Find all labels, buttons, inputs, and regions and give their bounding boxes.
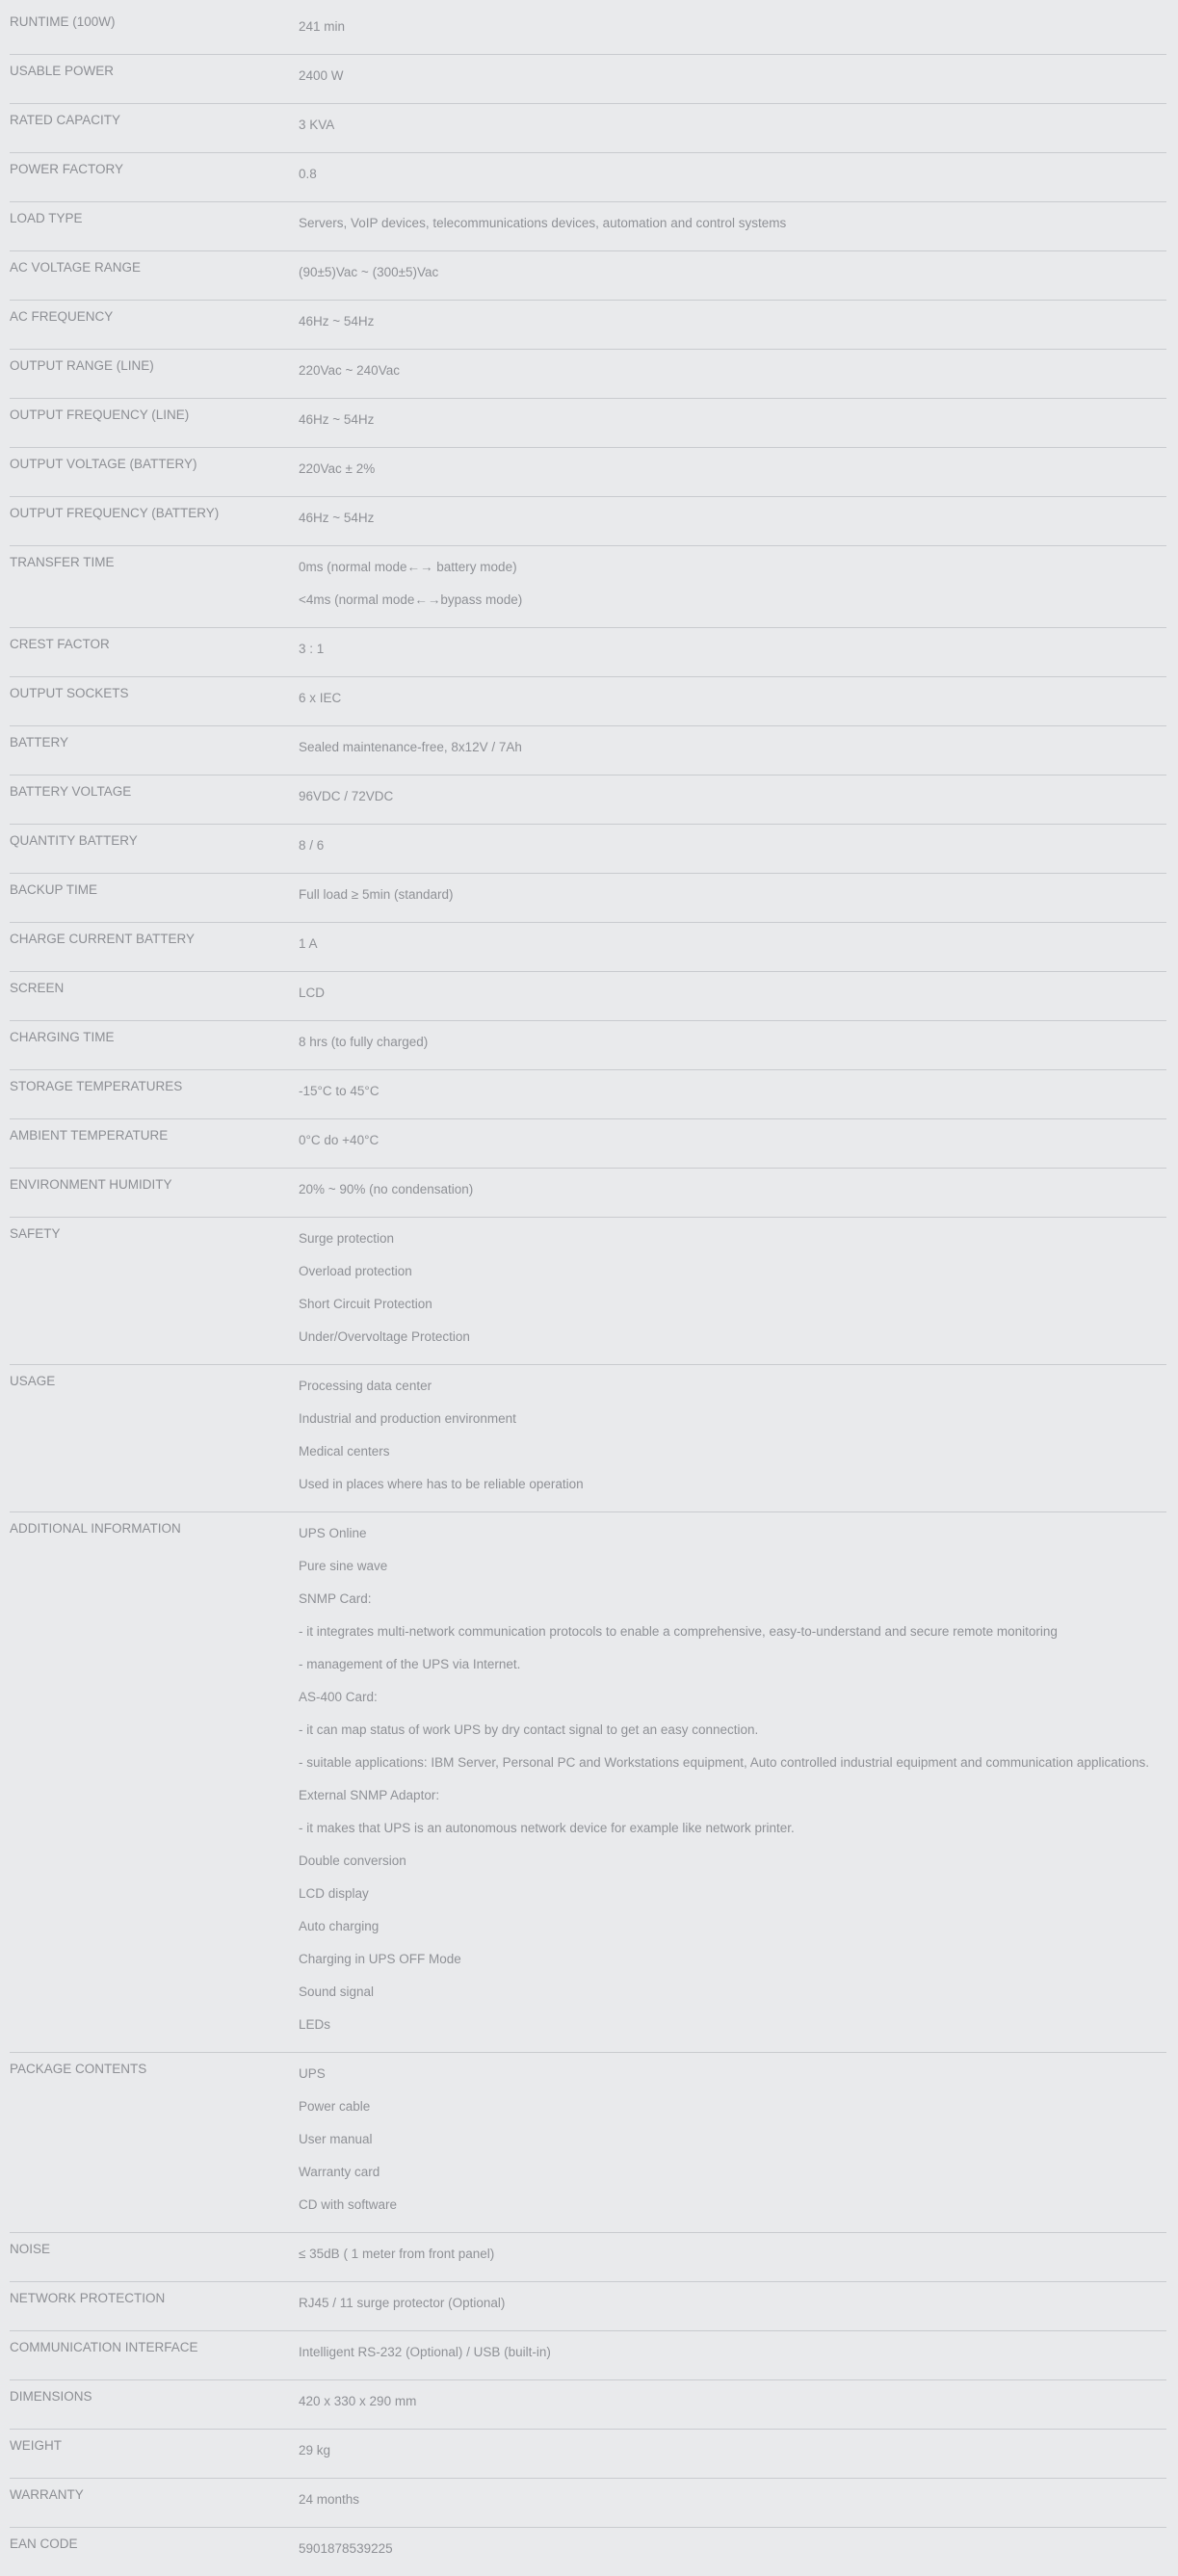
spec-label: RATED CAPACITY bbox=[10, 113, 121, 127]
spec-value: Sound signal bbox=[299, 1985, 375, 1999]
spec-row bbox=[10, 202, 1166, 251]
spec-values bbox=[299, 1021, 1166, 1069]
spec-label: USAGE bbox=[10, 1374, 56, 1388]
spec-values bbox=[299, 251, 1166, 300]
spec-label: AMBIENT TEMPERATURE bbox=[10, 1128, 169, 1143]
spec-row bbox=[10, 2380, 1166, 2430]
spec-row bbox=[10, 2053, 1166, 2233]
spec-value: 8 hrs (to fully charged) bbox=[299, 1035, 429, 1049]
spec-label: USABLE POWER bbox=[10, 64, 115, 78]
spec-values bbox=[299, 6, 1166, 54]
spec-value: 0°C do +40°C bbox=[299, 1133, 380, 1147]
spec-value: AS-400 Card: bbox=[299, 1690, 378, 1704]
spec-label: WEIGHT bbox=[10, 2438, 62, 2453]
spec-value: 8 / 6 bbox=[299, 838, 325, 853]
spec-value: - it integrates multi-network communication protocols to enable a comprehensive, easy-to-understand and secure remote monitoring bbox=[299, 1624, 1058, 1639]
spec-value: Medical centers bbox=[299, 1444, 390, 1459]
spec-value: Surge protection bbox=[299, 1231, 395, 1246]
spec-value: SNMP Card: bbox=[299, 1591, 372, 1606]
spec-value: Double conversion bbox=[299, 1853, 406, 1868]
spec-row bbox=[10, 2528, 1166, 2576]
spec-row bbox=[10, 1365, 1166, 1512]
spec-value: Sealed maintenance-free, 8x12V / 7Ah bbox=[299, 740, 522, 754]
spec-value: 3 KVA bbox=[299, 118, 335, 132]
spec-value: 220Vac ~ 240Vac bbox=[299, 363, 400, 378]
spec-label: CREST FACTOR bbox=[10, 637, 110, 651]
spec-label: RUNTIME (100W) bbox=[10, 14, 116, 29]
spec-values bbox=[299, 153, 1166, 201]
spec-value: Auto charging bbox=[299, 1919, 380, 1933]
spec-value: 0.8 bbox=[299, 167, 317, 181]
spec-value: Short Circuit Protection bbox=[299, 1297, 432, 1311]
spec-value: - management of the UPS via Internet. bbox=[299, 1657, 521, 1671]
spec-value: CD with software bbox=[299, 2197, 398, 2212]
spec-row bbox=[10, 153, 1166, 202]
spec-label: ENVIRONMENT HUMIDITY bbox=[10, 1177, 172, 1192]
spec-row bbox=[10, 2331, 1166, 2380]
spec-values bbox=[299, 2053, 1166, 2232]
spec-row bbox=[10, 497, 1166, 546]
spec-values bbox=[299, 2479, 1166, 2527]
spec-table bbox=[10, 6, 1166, 2576]
spec-label: BATTERY VOLTAGE bbox=[10, 784, 132, 799]
spec-values bbox=[299, 2380, 1166, 2429]
spec-values bbox=[299, 202, 1166, 250]
spec-row bbox=[10, 350, 1166, 399]
spec-label: NETWORK PROTECTION bbox=[10, 2291, 166, 2305]
spec-value: 0ms (normal mode←→ battery mode) bbox=[299, 560, 517, 574]
spec-value: 96VDC / 72VDC bbox=[299, 789, 394, 803]
spec-value: LCD display bbox=[299, 1886, 369, 1901]
spec-values bbox=[299, 448, 1166, 496]
spec-value: 5901878539225 bbox=[299, 2541, 393, 2556]
spec-label: SCREEN bbox=[10, 981, 65, 995]
spec-row bbox=[10, 448, 1166, 497]
spec-value: ≤ 35dB ( 1 meter from front panel) bbox=[299, 2247, 495, 2261]
spec-value: UPS bbox=[299, 2066, 326, 2081]
spec-value: -15°C to 45°C bbox=[299, 1084, 380, 1098]
spec-values bbox=[299, 1365, 1166, 1511]
spec-row bbox=[10, 2479, 1166, 2528]
spec-label: COMMUNICATION INTERFACE bbox=[10, 2340, 198, 2354]
spec-value: 6 x IEC bbox=[299, 691, 342, 705]
spec-label: CHARGING TIME bbox=[10, 1030, 115, 1044]
spec-row bbox=[10, 1512, 1166, 2053]
spec-value: Intelligent RS-232 (Optional) / USB (built-in) bbox=[299, 2345, 551, 2359]
spec-value: Used in places where has to be reliable operation bbox=[299, 1477, 584, 1491]
spec-value: 241 min bbox=[299, 19, 346, 34]
spec-row bbox=[10, 874, 1166, 923]
spec-values bbox=[299, 726, 1166, 775]
spec-values bbox=[299, 2430, 1166, 2478]
spec-label: BACKUP TIME bbox=[10, 882, 98, 897]
spec-value: Charging in UPS OFF Mode bbox=[299, 1952, 461, 1966]
spec-row bbox=[10, 923, 1166, 972]
spec-values bbox=[299, 350, 1166, 398]
spec-value: 46Hz ~ 54Hz bbox=[299, 314, 375, 329]
spec-label: EAN CODE bbox=[10, 2537, 78, 2551]
spec-values bbox=[299, 1512, 1166, 2052]
spec-value: Overload protection bbox=[299, 1264, 412, 1278]
spec-value: 46Hz ~ 54Hz bbox=[299, 412, 375, 427]
spec-value: Full load ≥ 5min (standard) bbox=[299, 887, 454, 902]
spec-values bbox=[299, 2331, 1166, 2379]
spec-value: (90±5)Vac ~ (300±5)Vac bbox=[299, 265, 439, 279]
spec-value: Under/Overvoltage Protection bbox=[299, 1329, 470, 1344]
spec-label: POWER FACTORY bbox=[10, 162, 124, 176]
spec-label: LOAD TYPE bbox=[10, 211, 83, 225]
spec-label: OUTPUT VOLTAGE (BATTERY) bbox=[10, 457, 197, 471]
spec-value: Power cable bbox=[299, 2099, 371, 2114]
spec-label: OUTPUT FREQUENCY (LINE) bbox=[10, 407, 190, 422]
spec-values bbox=[299, 399, 1166, 447]
spec-values bbox=[299, 1218, 1166, 1364]
spec-values bbox=[299, 1070, 1166, 1118]
spec-values bbox=[299, 628, 1166, 676]
spec-row bbox=[10, 775, 1166, 825]
spec-value: RJ45 / 11 surge protector (Optional) bbox=[299, 2296, 506, 2310]
spec-label: OUTPUT SOCKETS bbox=[10, 686, 129, 700]
spec-values bbox=[299, 497, 1166, 545]
spec-value: - suitable applications: IBM Server, Personal PC and Workstations equipment, Auto controlled industrial equipment and communication applications. bbox=[299, 1755, 1149, 1770]
spec-value: 29 kg bbox=[299, 2443, 331, 2458]
spec-value: - it makes that UPS is an autonomous network device for example like network printer. bbox=[299, 1821, 795, 1835]
spec-value: 3 : 1 bbox=[299, 642, 325, 656]
spec-value: 220Vac ± 2% bbox=[299, 461, 376, 476]
spec-row bbox=[10, 1070, 1166, 1119]
spec-label: AC VOLTAGE RANGE bbox=[10, 260, 142, 275]
spec-row bbox=[10, 1021, 1166, 1070]
spec-row bbox=[10, 2430, 1166, 2479]
spec-values bbox=[299, 972, 1166, 1020]
spec-value: Processing data center bbox=[299, 1379, 432, 1393]
spec-row bbox=[10, 399, 1166, 448]
spec-label: NOISE bbox=[10, 2242, 51, 2256]
spec-values bbox=[299, 104, 1166, 152]
spec-row bbox=[10, 677, 1166, 726]
spec-value: 20% ~ 90% (no condensation) bbox=[299, 1182, 474, 1196]
spec-row bbox=[10, 251, 1166, 301]
spec-value: External SNMP Adaptor: bbox=[299, 1788, 440, 1802]
spec-row bbox=[10, 55, 1166, 104]
spec-label: OUTPUT FREQUENCY (BATTERY) bbox=[10, 506, 220, 520]
spec-value: <4ms (normal mode←→bypass mode) bbox=[299, 592, 523, 607]
spec-value: UPS Online bbox=[299, 1526, 367, 1540]
spec-row bbox=[10, 2282, 1166, 2331]
spec-row bbox=[10, 825, 1166, 874]
spec-row bbox=[10, 628, 1166, 677]
spec-row bbox=[10, 2233, 1166, 2282]
spec-label: DIMENSIONS bbox=[10, 2389, 92, 2404]
spec-row bbox=[10, 546, 1166, 628]
spec-value: User manual bbox=[299, 2132, 373, 2146]
spec-values bbox=[299, 2282, 1166, 2330]
spec-value: Pure sine wave bbox=[299, 1559, 388, 1573]
spec-label: WARRANTY bbox=[10, 2487, 84, 2502]
spec-label: OUTPUT RANGE (LINE) bbox=[10, 358, 154, 373]
spec-value: Warranty card bbox=[299, 2165, 380, 2179]
spec-label: QUANTITY BATTERY bbox=[10, 833, 138, 848]
spec-row bbox=[10, 726, 1166, 775]
spec-values bbox=[299, 55, 1166, 103]
spec-values bbox=[299, 1119, 1166, 1168]
spec-values bbox=[299, 874, 1166, 922]
spec-row bbox=[10, 1169, 1166, 1218]
spec-label: ADDITIONAL INFORMATION bbox=[10, 1521, 181, 1536]
spec-row bbox=[10, 104, 1166, 153]
spec-value: Industrial and production environment bbox=[299, 1411, 516, 1426]
spec-row bbox=[10, 6, 1166, 55]
spec-label: CHARGE CURRENT BATTERY bbox=[10, 932, 196, 946]
spec-value: 2400 W bbox=[299, 68, 344, 83]
spec-label: STORAGE TEMPERATURES bbox=[10, 1079, 183, 1093]
spec-value: 420 x 330 x 290 mm bbox=[299, 2394, 417, 2408]
spec-label: SAFETY bbox=[10, 1226, 61, 1241]
spec-value: LCD bbox=[299, 986, 326, 1000]
spec-label: PACKAGE CONTENTS bbox=[10, 2062, 147, 2076]
spec-values bbox=[299, 825, 1166, 873]
spec-row bbox=[10, 301, 1166, 350]
spec-label: TRANSFER TIME bbox=[10, 555, 115, 569]
spec-value: Servers, VoIP devices, telecommunications devices, automation and control systems bbox=[299, 216, 787, 230]
spec-values bbox=[299, 2233, 1166, 2281]
spec-value: 46Hz ~ 54Hz bbox=[299, 511, 375, 525]
spec-value: 24 months bbox=[299, 2492, 360, 2507]
spec-row bbox=[10, 1119, 1166, 1169]
spec-value: 1 A bbox=[299, 936, 318, 951]
spec-values bbox=[299, 1169, 1166, 1217]
spec-values bbox=[299, 677, 1166, 725]
spec-values bbox=[299, 301, 1166, 349]
spec-value: - it can map status of work UPS by dry contact signal to get an easy connection. bbox=[299, 1722, 759, 1737]
spec-values bbox=[299, 546, 1166, 627]
spec-row bbox=[10, 972, 1166, 1021]
spec-value: LEDs bbox=[299, 2017, 331, 2032]
spec-values bbox=[299, 2528, 1166, 2576]
spec-values bbox=[299, 775, 1166, 824]
spec-label: AC FREQUENCY bbox=[10, 309, 114, 324]
spec-label: BATTERY bbox=[10, 735, 69, 749]
spec-values bbox=[299, 923, 1166, 971]
spec-row bbox=[10, 1218, 1166, 1365]
